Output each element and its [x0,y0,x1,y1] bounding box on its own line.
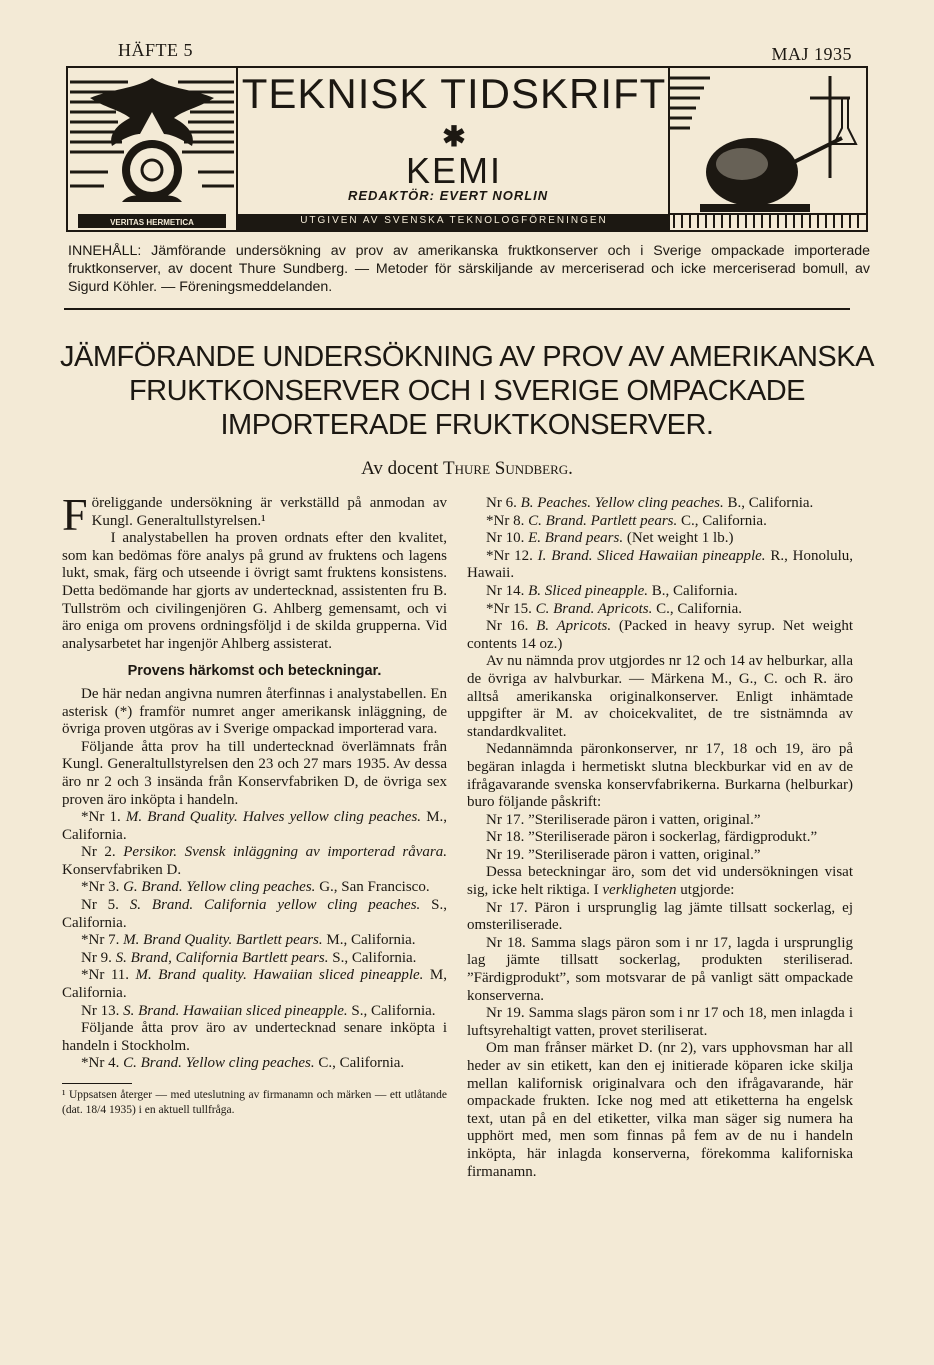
sample-origin: C., California. [681,512,767,529]
sample-item [62,897,447,932]
text-run: Dessa beteckningar äro, som det vid undersökningen visat sig, icke helt riktiga. I [467,864,853,899]
sample-number: *Nr 12. [486,547,533,564]
sample-list [62,809,447,1020]
paragraph: Av nu nämnda prov utgjordes nr 12 och 14 av helburkar, alla de övriga av halvburkar. — Märkena M., G., C. och R. äro alltså amerikanska originalkonserver. Enligt inhämtade uppgifter är M. av choicekvalitet, de tre sistnämnda av standardkvalitet. [467,653,853,740]
publisher-text: UTGIVEN AV SVENSKA TEKNOLOGFÖRENINGEN [300,215,608,226]
sample-brand: S. Brand, California Bartlett pears. [115,949,329,966]
sample-item [467,548,853,583]
paragraph: Följande åtta prov ha till undertecknad överlämnats från Kungl. Generaltullstyrelsen den 23 och 27 mars 1935. Av dessa äro nr 2 och 3 insända från Konservfabriken D, de övriga sex proven äro inköpta i handeln. [62,738,447,808]
sample-origin: (Net weight 1 lb.) [626,530,734,547]
intro-text: öreliggande undersökning är verkställd på anmodan av Kungl. Generaltullstyrelsen.¹ [91,495,447,529]
journal-title: TEKNISK TIDSKRIFT [241,70,667,117]
sample-number: *Nr 15. [486,600,532,617]
byline-prefix: Av docent [361,458,439,479]
sample-item [467,601,853,619]
asterisk-ornament: ✱ [442,122,466,153]
issue-number: HÄFTE 5 [118,40,193,60]
sample-number: Nr 16. [486,618,529,635]
paragraph: Nedannämnda päronkonserver, nr 17, 18 och 19, äro på begäran inlagda i hermetiskt slutna bleckburkar vid en av de ifrågavarande svenska konservfabrikerna. Burkarna (helburkar) buro följande påskrift: [467,741,853,811]
sample-origin: S., California. [62,897,447,931]
sample-list [467,495,853,653]
table-of-contents: INNEHÅLL: Jämförande undersökning av prov av amerikanska fruktkonserver och i Sverige ompackade importerade fruktkonserver, av docent Thure Sundberg. — Metoder för särskiljande av merceriserad och icke merceriserad bomull, av Sigurd Köhler. — Föreningsmeddelanden. [68,243,870,295]
masthead-center [238,68,670,230]
sample-number: *Nr 3. [81,879,120,896]
phoenix-emblem-icon [68,68,236,230]
sample-number: *Nr 7. [81,932,120,949]
article-headline: JÄMFÖRANDE UNDERSÖKNING AV PROV AV AMERIKANSKA FRUKTKONSERVER OCH I SVERIGE OMPACKADE IMPORTERADE FRUKTKONSERVER. [60,341,874,441]
sample-brand: S. Brand. California yellow cling peaches. [129,897,421,914]
sample-origin: G., San Francisco. [319,879,430,896]
sample-number: Nr 5. [81,897,119,914]
sample-item [62,967,447,1002]
sample-brand: E. Brand pears. [528,530,624,547]
article-byline [60,458,874,480]
sample-origin: S., California. [332,949,417,966]
sample-number: *Nr 8. [486,512,525,529]
sample-item [467,583,853,601]
sample-number: *Nr 1. [81,809,121,826]
paragraph: Följande åtta prov äro av undertecknad senare inköpta i handeln i Stockholm. [62,1020,447,1054]
sample-origin: M., California. [326,932,416,949]
paragraph: Om man frånser märket D. (nr 2), vars upphovsman har all heder av sin etikett, kan den ej initierade köparen icke skilja mellan kalifornisk originalvara och den ifrågavarande, här ompackade frukten. Icke nog med att etiketterna ha engelsk text, utan på en del etiketter, vilka man säger sig numera ha upphört med, men som finnas på fem av de nu i handeln inköpta, här inlagda konserverna, förekomma kaliforniska firmanamn. [467,1040,853,1180]
right-column [467,495,853,1181]
paragraph: Nr 19. Samma slags päron som i nr 17 och 18, men inlagda i luftsyrehaltigt vatten, provet steriliserat. [467,1005,853,1039]
sample-origin: M, California. [62,967,448,1002]
paragraph: Nr 17. Päron i ursprunglig lag jämte tillsatt sockerlag, ej omsteriliserade. [467,899,853,934]
sample-origin: R., Honolulu, Hawaii. [467,547,854,582]
sample-item [62,844,447,879]
sample-origin: B., California. [651,582,738,599]
text-run: utgjorde: [680,882,735,899]
masthead [66,66,868,232]
laboratory-illustration [668,68,866,230]
editor-credit: REDAKTÖR: EVERT NORLIN [348,188,549,203]
sample-brand: M. Brand Quality. Halves yellow cling peaches. [125,809,422,826]
contents-divider [64,308,850,310]
sample-item [62,879,447,897]
sample-origin: (Packed in heavy syrup. Net weight contents 14 oz.) [467,618,854,652]
sample-number: Nr 10. [486,530,525,547]
sample-brand: B. Apricots. [536,618,612,635]
sample-brand: B. Peaches. Yellow cling peaches. [520,495,724,511]
sample-number: Nr 2. [81,844,116,861]
footnote: ¹ Uppsatsen återger — med uteslutning av firmanamn och märken — ett utlåtande (dat. 18/4 1935) i en aktuell tullfråga. [62,1089,447,1116]
sample-item [62,1055,447,1073]
sample-item [62,950,447,968]
sample-item [467,618,853,653]
sample-origin: M., California. [62,809,448,843]
sample-item [62,809,447,844]
sample-brand: Persikor. Svensk inläggning av importerad råvara. [123,844,447,861]
paragraph [467,864,853,899]
phoenix-emblem [68,68,238,230]
emphasis: verkligheten [602,882,677,899]
sample-item [467,530,853,548]
sample-list [62,1055,447,1073]
publisher-band [238,214,670,230]
retort-flask-icon [670,68,866,230]
sample-brand: C. Brand. Yellow cling peaches. [123,1055,315,1072]
sample-number: *Nr 11. [81,967,130,984]
paragraph: I analystabellen ha proven ordnats efter den kvalitet, som kan bedömas före analys på grund av fruktens och lagens lukt, smak, färg och utseende i övrigt samt fruktens konsistens. Detta bedömande har gjorts av undertecknad, assistenten fru B. Tullström och civilingenjören G. Ahlberg gemensamt, och vi äro eniga om provens ordningsföljd i de skilda grupperna. Vid analysarbetet har ingenjör Ahlberg assisterat. [62,530,447,652]
sample-brand: C. Brand. Partlett pears. [528,512,678,529]
sample-origin: C., California. [656,600,742,617]
sample-brand: C. Brand. Apricots. [535,600,653,617]
left-column [62,489,448,1117]
emblem-motto: VERITAS HERMETICA [110,218,194,227]
sample-item [62,932,447,950]
section-subheading: Provens härkomst och beteckningar. [127,663,382,680]
sample-origin: B., California. [727,495,814,511]
paragraph: Nr 18. Samma slags päron som i nr 17, lagda i ursprunglig lag jämte tillsatt sockerlag, produkten steriliserad. ”Färdigprodukt”, som motsvarar de på vanligt sätt ompackade konserverna. [467,934,853,1004]
sample-number: Nr 6. [486,495,517,511]
sample-item [467,495,853,513]
byline-author: Thure Sundberg. [443,458,573,479]
sample-item [62,1003,447,1021]
sample-origin: C., California. [318,1055,405,1072]
intro-paragraph [62,489,447,540]
label-line: Nr 19. ”Steriliserade päron i vatten, original.” [486,846,761,863]
sample-brand: S. Brand. Hawaiian sliced pineapple. [123,1002,348,1019]
label-line: Nr 18. ”Steriliserade päron i sockerlag, färdigprodukt.” [486,829,818,846]
sample-brand: I. Brand. Sliced Hawaiian pineapple. [537,547,766,564]
sample-number: Nr 9. [81,949,112,966]
paragraph: De här nedan angivna numren återfinnas i analystabellen. En asterisk (*) framför numret anger amerikansk inläggning, de övriga proven utgöras av i Sverige ompackad importerad vara. [62,685,447,738]
sample-brand: B. Sliced pineapple. [528,582,649,599]
sample-number: Nr 13. [81,1002,120,1019]
footnote-divider [62,1083,132,1084]
section-title: KEMI [405,150,502,191]
sample-brand: M. Brand quality. Hawaiian sliced pineapple. [135,967,424,984]
sample-origin: S., California. [351,1002,436,1019]
sample-item [467,513,853,531]
sample-brand: G. Brand. Yellow cling peaches. [123,879,316,896]
label-line: Nr 17. ”Steriliserade päron i vatten, original.” [486,811,761,828]
sample-origin: Konservfabriken D. [62,861,182,878]
drop-cap: F [62,489,88,540]
sample-brand: M. Brand Quality. Bartlett pears. [123,932,323,949]
issue-date: MAJ 1935 [771,44,852,64]
sample-number: Nr 14. [486,582,525,599]
sample-number: *Nr 4. [81,1055,120,1072]
